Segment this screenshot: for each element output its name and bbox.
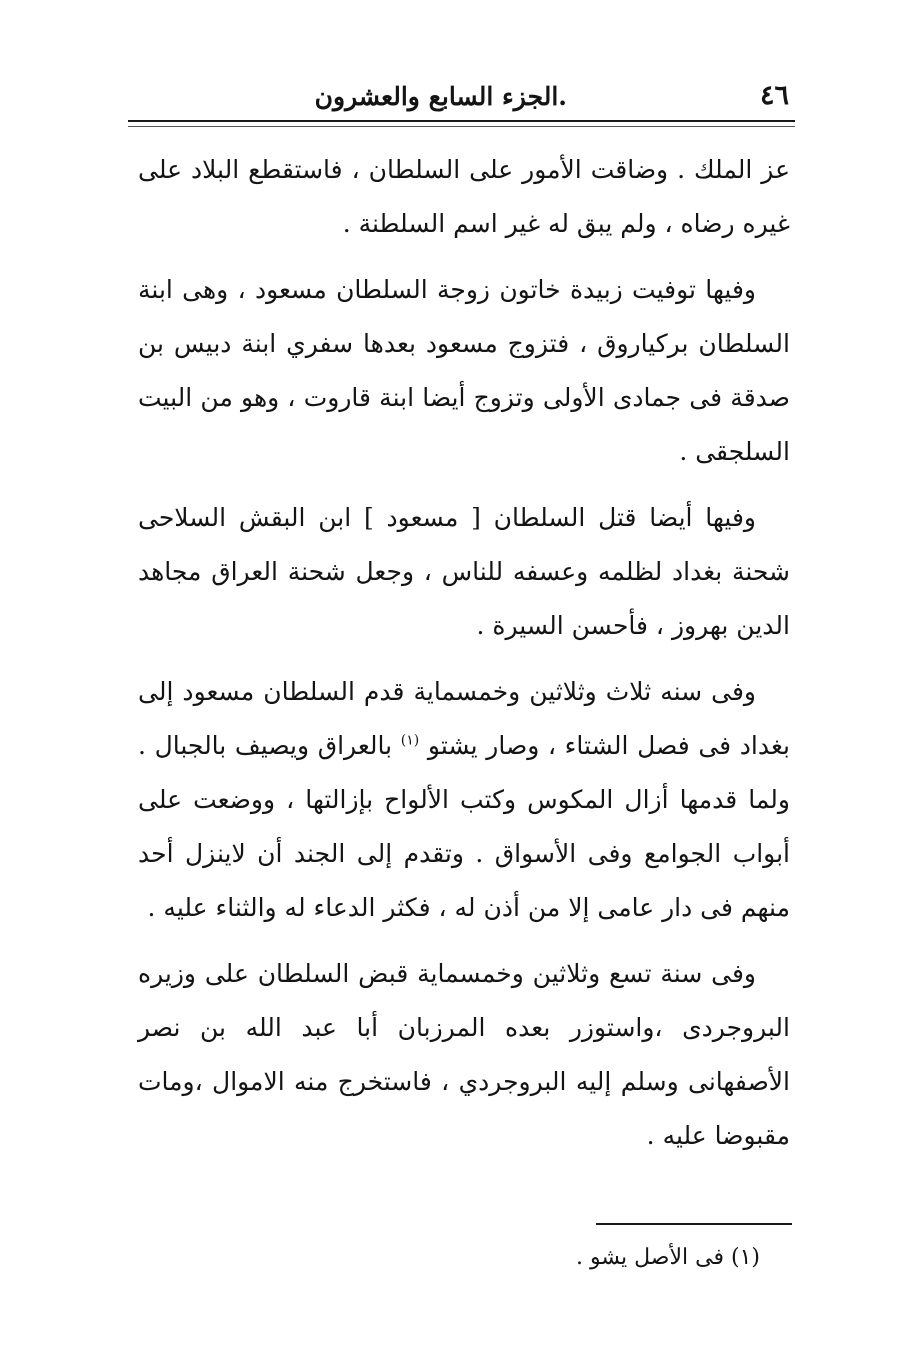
body-text xyxy=(138,143,790,1175)
paragraph-4-text-after-ref: بالعراق ويصيف بالجبال . ولما قدمها أزال المكوس وكتب الألواح بإزالتها ، ووضعت على أبواب الجوامع وفى الأسواق . وتقدم إلى الجند أن لاينزل أحد منهم فى دار عامى إلا من أذن له ، فكثر الدعاء له والثناء عليه . xyxy=(138,731,790,922)
paragraph-1: عز الملك . وضاقت الأمور على السلطان ، فاستقطع البلاد على غيره رضاه ، ولم يبق له غير اسم السلطنة . xyxy=(138,155,790,238)
header-rule-thin xyxy=(128,126,795,127)
footnote-rule xyxy=(596,1223,792,1225)
footnote: (١) فى الأصل يشو . xyxy=(576,1245,760,1270)
paragraph-2: وفيها توفيت زبيدة خاتون زوجة السلطان مسعود ، وهى ابنة السلطان بركياروق ، فتزوج مسعود بعدها سفري ابنة دبيس بن صدقة فى جمادى الأولى وتزوج أيضا ابنة قاروت ، وهو من البيت السلجقى . xyxy=(138,275,790,466)
header-rule xyxy=(128,120,795,122)
running-title: .الجزء السابع والعشرون xyxy=(314,82,567,111)
page-header xyxy=(128,78,795,120)
paragraph-4-text-before-ref: وفى سنه ثلاث وثلاثين وخمسماية قدم السلطان مسعود إلى بغداد فى فصل الشتاء ، وصار يشتو xyxy=(138,677,791,760)
page-number: ٤٦ xyxy=(759,80,789,111)
paragraph-3: وفيها أيضا قتل السلطان [ مسعود ] ابن البقش السلاحى شحنة بغداد لظلمه وعسفه للناس ، وجعل شحنة العراق مجاهد الدين بهروز ، فأحسن السيرة . xyxy=(138,503,790,640)
paragraph-4 xyxy=(138,665,790,935)
paragraph-5: وفى سنة تسع وثلاثين وخمسماية قبض السلطان على وزيره البروجردى ،واستوزر بعده المرزبان أبا عبد الله بن نصر الأصفهانى وسلم إليه البروجردي ، فاستخرج منه الاموال ،ومات مقبوضا عليه . xyxy=(138,959,790,1150)
footnote-reference[interactable]: (١) xyxy=(400,732,420,749)
